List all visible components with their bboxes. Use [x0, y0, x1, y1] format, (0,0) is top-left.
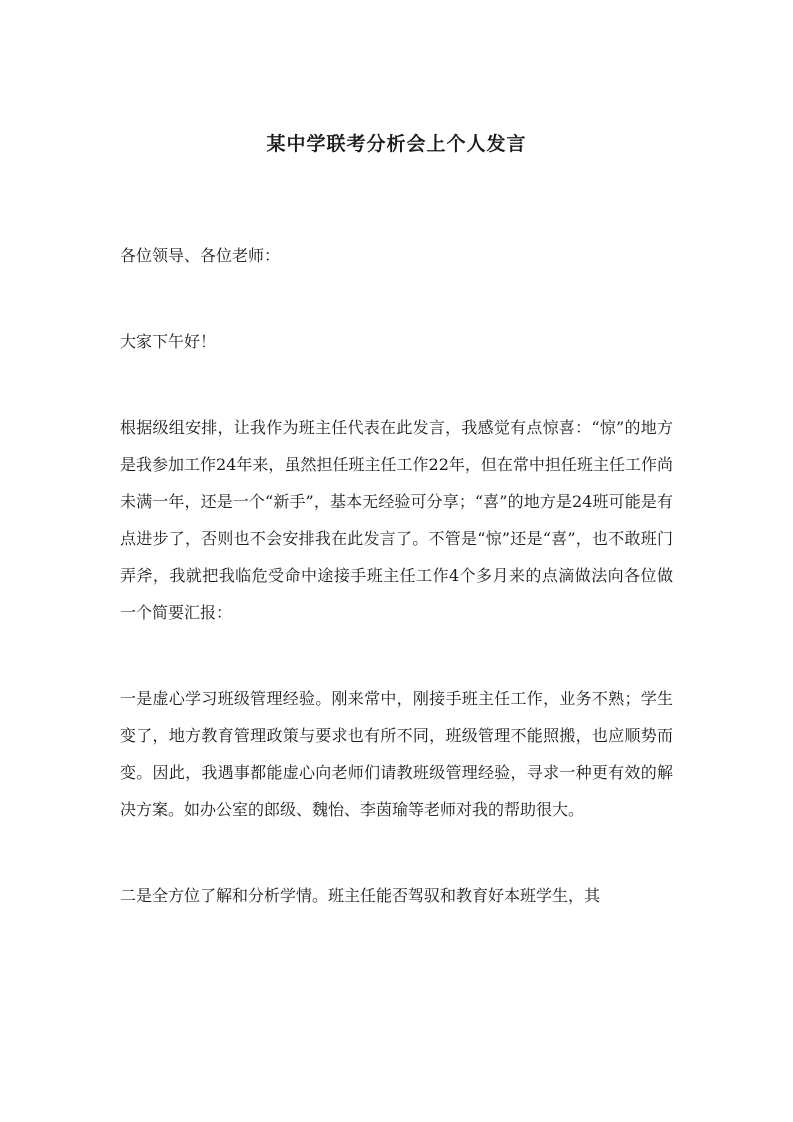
point-one-paragraph: 一是虚心学习班级管理经验。刚来常中，刚接手班主任工作，业务不熟；学生变了，地方教育管理政策与要求也有所不同，班级管理不能照搬，也应顺势而变。因此，我遇事都能虚心向老师们请教班级管理经验，寻求一种更有效的解决方案。如办公室的郎级、魏怡、李茵瑜等老师对我的帮助很大。 [120, 689, 673, 819]
document-body [120, 237, 673, 914]
greeting-paragraph: 大家下午好！ [120, 332, 217, 351]
salutation-paragraph: 各位领导、各位老师： [120, 246, 281, 265]
intro-paragraph: 根据级组安排，让我作为班主任代表在此发言，我感觉有点惊喜：“惊”的地方是我参加工作24年来，虽然担任班主任工作22年，但在常中担任班主任工作尚未满一年，还是一个“新手”，基本无经验可分享；“喜”的地方是24班可能是有点进步了，否则也不会安排我在此发言了。不管是“惊”还是“喜”，也不敢班门弄斧，我就把我临危受命中途接手班主任工作4个多月来的点滴做法向各位做一个简要汇报： [120, 418, 673, 622]
document-title: 某中学联考分析会上个人发言 [266, 133, 527, 155]
point-two-paragraph: 二是全方位了解和分析学情。班主任能否驾驭和教育好本班学生，其 [120, 886, 601, 905]
